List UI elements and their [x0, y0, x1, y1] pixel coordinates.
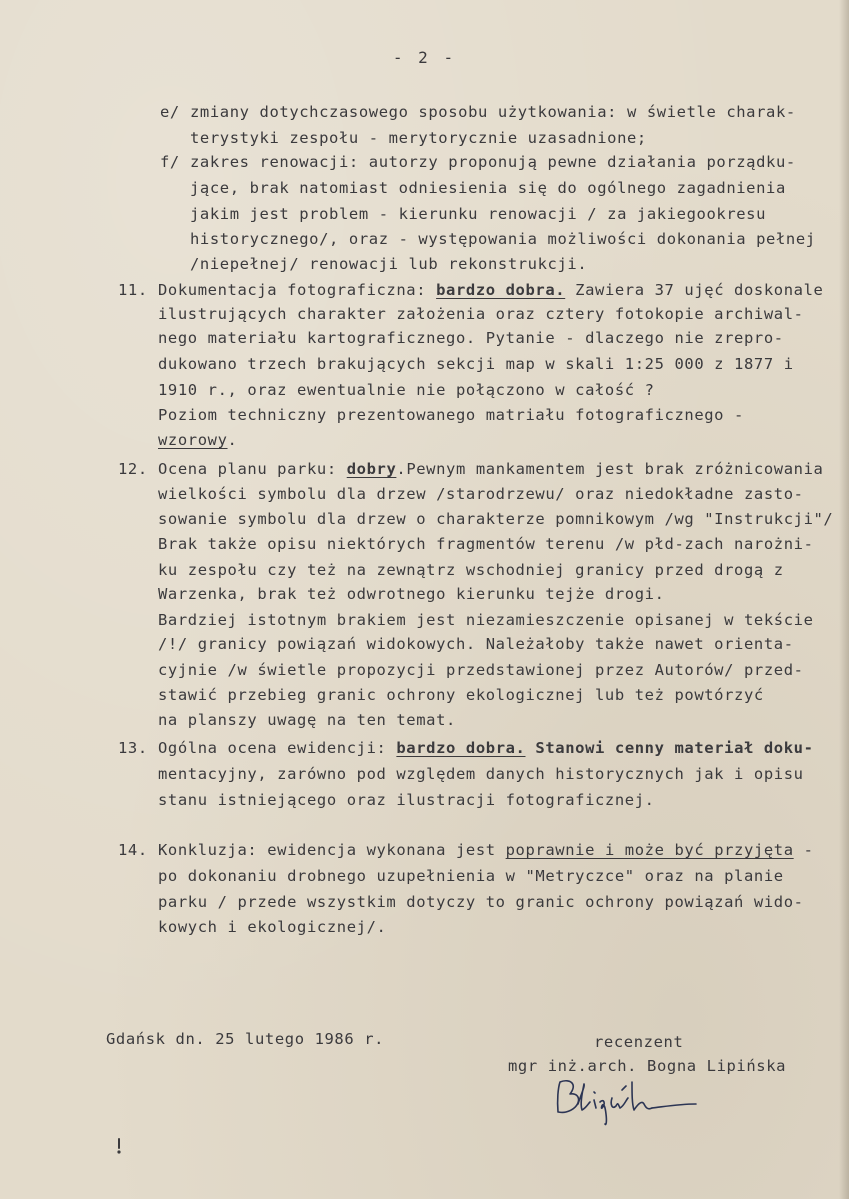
item-12-line: stawić przebieg granic ochrony ekologicznej lub też powtórzyć [158, 686, 764, 704]
item-f-line: /niepełnej/ renowacji lub rekonstrukcji. [190, 255, 588, 273]
item-11-line: dukowano trzech brakujących sekcji map w skali 1:25 000 z 1877 i [158, 355, 794, 373]
item-number-13: 13. [118, 739, 148, 757]
item-12-line: sowanie symbolu dla drzew o charakterze pomnikowym /wg "Instrukcji"/ [158, 510, 834, 528]
text-run: Ogólna ocena ewidencji: [158, 739, 397, 757]
item-e-line: terystyki zespołu - merytorycznie uzasadnione; [190, 129, 647, 147]
rating-underlined: dobry [346, 460, 397, 478]
item-11-line: 1910 r., oraz ewentualnie nie połączono w całość ? [158, 381, 655, 399]
item-11-line [158, 280, 823, 300]
text-run: Dokumentacja fotograficzna: [158, 281, 437, 299]
item-13-line: mentacyjny, zarówno pod względem danych historycznych jak i opisu [158, 765, 804, 783]
item-f-line: historycznego/, oraz - występowania możliwości dokonania pełnej [190, 230, 816, 248]
text-run: - [793, 841, 814, 859]
page-number: - 2 - [392, 48, 457, 67]
item-12-line: Brak także opisu niektórych fragmentów terenu /w płd-zach narożni- [158, 535, 814, 553]
item-number-12: 12. [118, 460, 148, 478]
item-11-line: Poziom techniczny prezentowanego matriału fotograficznego - [158, 406, 744, 424]
item-f-line: jące, brak natomiast odniesienia się do ogólnego zagadnienia [190, 179, 786, 197]
place-date: Gdańsk dn. 25 lutego 1986 r. [106, 1030, 385, 1048]
item-12-line: wielkości symbolu dla drzew /starodrzewu/ oraz niedokładne zasto- [158, 485, 804, 503]
item-14-line [158, 840, 814, 860]
reviewer-role: recenzent [594, 1033, 684, 1051]
ink-mark [116, 1138, 122, 1154]
item-e-line: zmiany dotychczasowego sposobu użytkowania: w świetle charak- [190, 103, 796, 121]
item-11-line [158, 430, 237, 450]
page-edge-shadow [839, 0, 849, 1199]
item-11-line: ilustrujących charakter założenia oraz cztery fotokopie archiwal- [158, 305, 804, 323]
rating-underlined: bardzo dobra. [396, 739, 526, 757]
text-run: Stanowi cenny materiał doku- [525, 739, 814, 757]
text-run: . [227, 431, 238, 449]
item-12-line: /!/ granicy powiązań widokowych. Należałoby także nawet orienta- [158, 635, 794, 653]
item-12-line: na planszy uwagę na ten temat. [158, 711, 456, 729]
conclusion-underlined: poprawnie i może być przyjęta [505, 841, 794, 859]
item-11-line: nego materiału kartograficznego. Pytanie - dlaczego nie zrepro- [158, 329, 784, 347]
item-12-line [158, 459, 823, 479]
text-run: Ocena planu parku: [158, 460, 347, 478]
item-f-line: zakres renowacji: autorzy proponują pewne działania porządku- [190, 153, 796, 171]
text-run: Konkluzja: ewidencja wykonana jest [158, 841, 506, 859]
text-run: .Pewnym mankamentem jest brak zróżnicowania [396, 460, 824, 478]
handwritten-signature [552, 1074, 702, 1130]
item-14-line: parku / przede wszystkim dotyczy to granic ochrony powiązań wido- [158, 893, 804, 911]
reviewer-name: mgr inż.arch. Bogna Lipińska [508, 1057, 787, 1075]
item-12-line: Warzenka, brak też odwrotnego kierunku tejże drogi. [158, 585, 665, 603]
item-f-label: f/ [160, 153, 180, 171]
text-run: Zawiera 37 ujęć doskonale [565, 281, 824, 299]
item-13-line [158, 738, 814, 758]
item-number-11: 11. [118, 281, 148, 299]
item-12-line: ku zespołu czy też na zewnątrz wschodniej granicy przed drogą z [158, 561, 784, 579]
item-e-label: e/ [160, 103, 180, 121]
rating-underlined: bardzo dobra. [436, 281, 566, 299]
item-14-line: kowych i ekologicznej/. [158, 918, 387, 936]
rating-underlined: wzorowy [158, 431, 228, 449]
item-f-line: jakim jest problem - kierunku renowacji / za jakiegookresu [190, 205, 767, 223]
item-13-line: stanu istniejącego oraz ilustracji fotograficznej. [158, 791, 655, 809]
item-12-line: cyjnie /w świetle propozycji przedstawionej przez Autorów/ przed- [158, 661, 804, 679]
item-number-14: 14. [118, 841, 148, 859]
item-14-line: po dokonaniu drobnego uzupełnienia w "Metryczce" oraz na planie [158, 867, 784, 885]
item-12-line: Bardziej istotnym brakiem jest niezamieszczenie opisanej w tekście [158, 611, 814, 629]
